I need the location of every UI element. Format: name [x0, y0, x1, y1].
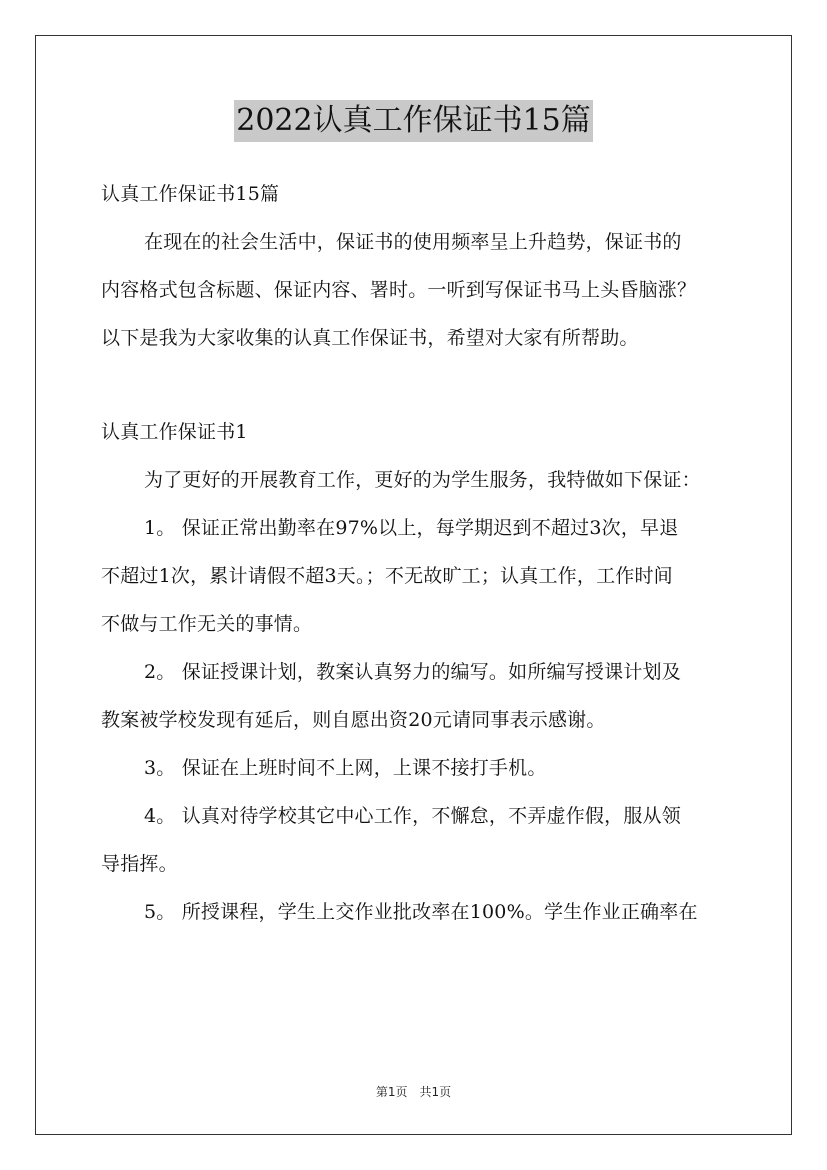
intro-line-3: 以下是我为大家收集的认真工作保证书，希望对大家有所帮助。 — [101, 327, 639, 349]
intro-line-1: 在现在的社会生活中，保证书的使用频率呈上升趋势，保证书的 — [144, 231, 682, 253]
body-line-4: 不做与工作无关的事情。 — [101, 613, 313, 635]
body-line-8: 4。 认真对待学校其它中心工作，不懈怠，不弄虚作假，服从领 — [144, 805, 681, 827]
body-line-5: 2。 保证授课计划，教案认真努力的编写。如所编写授课计划及 — [144, 661, 681, 683]
intro-line-2: 内容格式包含标题、保证内容、署时。一听到写保证书马上头昏脑涨？ — [101, 279, 697, 301]
document-body — [101, 170, 729, 936]
page-footer: 第1页 共1页 — [375, 1085, 452, 1099]
section-spacer — [101, 362, 729, 408]
body-line-10: 5。 所授课程，学生上交作业批改率在100%。学生作业正确率在 — [144, 901, 698, 923]
title-container — [0, 100, 827, 142]
body-line-1: 为了更好的开展教育工作，更好的为学生服务，我特做如下保证： — [144, 469, 701, 491]
subtitle: 认真工作保证书15篇 — [101, 183, 280, 205]
document-title: 2022认真工作保证书15篇 — [234, 100, 593, 142]
body-line-2: 1。 保证正常出勤率在97%以上，每学期迟到不超过3次，早退 — [144, 517, 679, 539]
body-line-3: 不超过1次，累计请假不超3天。；不无故旷工；认真工作，工作时间 — [101, 565, 673, 587]
section-heading: 认真工作保证书1 — [101, 421, 248, 443]
body-line-9: 导指挥。 — [101, 853, 178, 875]
body-line-6: 教案被学校发现有延后，则自愿出资20元请同事表示感谢。 — [101, 709, 606, 731]
body-line-7: 3。 保证在上班时间不上网，上课不接打手机。 — [144, 757, 547, 779]
